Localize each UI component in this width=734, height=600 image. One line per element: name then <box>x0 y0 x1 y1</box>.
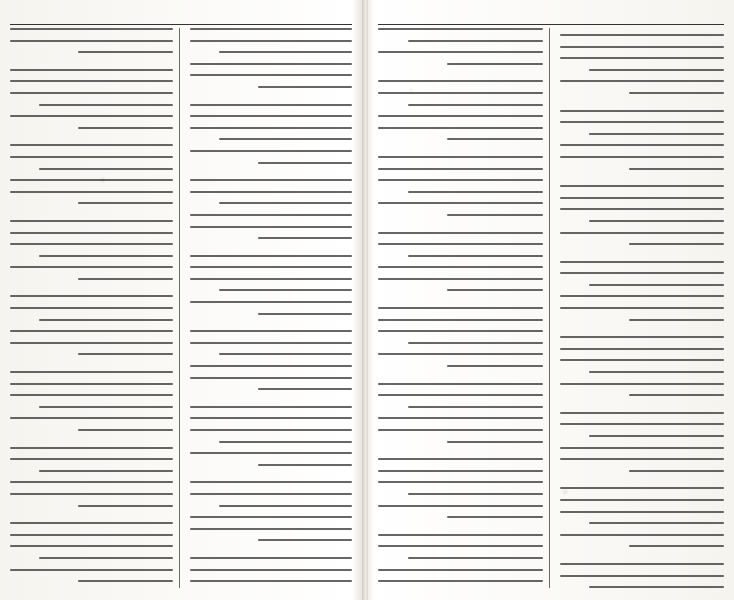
text-line <box>190 278 353 280</box>
text-line <box>39 104 172 106</box>
text-line <box>378 266 543 268</box>
text-line <box>408 557 543 559</box>
left-page-columns <box>10 28 352 588</box>
text-line <box>78 505 172 507</box>
text-line <box>190 214 353 216</box>
text-line <box>378 429 543 431</box>
text-line <box>10 80 173 82</box>
text-line <box>560 110 725 112</box>
text-line <box>560 197 725 199</box>
text-line <box>39 168 172 170</box>
text-line <box>10 144 173 146</box>
text-line <box>190 417 353 419</box>
text-line <box>629 470 724 472</box>
text-line <box>378 51 543 53</box>
text-line <box>258 388 352 390</box>
text-line <box>10 69 173 71</box>
text-line <box>589 586 724 588</box>
text-line <box>190 179 353 181</box>
text-line <box>589 371 724 373</box>
text-line <box>560 423 725 425</box>
text-line <box>10 545 173 547</box>
text-line <box>10 493 173 495</box>
text-line <box>258 237 352 239</box>
text-line <box>10 522 173 524</box>
text-line <box>560 563 725 565</box>
text-line <box>378 569 543 571</box>
text-line <box>589 69 724 71</box>
text-line <box>190 104 353 106</box>
text-line <box>560 487 725 489</box>
text-line <box>10 481 173 483</box>
text-line <box>589 133 724 135</box>
text-line <box>39 255 172 257</box>
text-line <box>10 266 173 268</box>
text-line <box>408 342 543 344</box>
text-line <box>447 214 542 216</box>
text-line <box>10 383 173 385</box>
text-line <box>629 545 724 547</box>
text-line <box>78 127 172 129</box>
text-line <box>258 313 352 315</box>
text-line <box>190 452 353 454</box>
text-line <box>219 289 352 291</box>
text-line <box>10 458 173 460</box>
text-line <box>560 447 725 449</box>
text-line <box>190 255 353 257</box>
text-line <box>219 202 352 204</box>
text-line <box>378 156 543 158</box>
text-line <box>447 138 542 140</box>
text-line <box>190 115 353 117</box>
text-line <box>589 284 724 286</box>
text-line <box>378 330 543 332</box>
text-line <box>219 505 352 507</box>
text-line <box>378 580 543 582</box>
text-line <box>378 202 543 204</box>
right-page <box>368 0 734 600</box>
text-line <box>190 365 353 367</box>
text-line <box>378 127 543 129</box>
text-line <box>560 144 725 146</box>
text-line <box>258 539 352 541</box>
paragraph-gap <box>190 249 353 255</box>
text-line <box>378 179 543 181</box>
right-page-columns <box>378 28 724 588</box>
text-line <box>10 243 173 245</box>
text-line <box>190 406 353 408</box>
text-line <box>560 57 725 59</box>
text-line <box>560 511 725 513</box>
text-line <box>378 383 543 385</box>
text-block <box>378 28 543 588</box>
text-line <box>219 138 352 140</box>
left-page <box>0 0 362 600</box>
text-line <box>408 191 543 193</box>
text-line <box>10 115 173 117</box>
text-line <box>39 319 172 321</box>
text-line <box>378 80 543 82</box>
paragraph-gap <box>378 377 543 383</box>
text-line <box>560 534 725 536</box>
text-line <box>560 295 725 297</box>
text-line <box>560 208 725 210</box>
text-line <box>258 162 352 164</box>
text-line <box>190 493 353 495</box>
text-line <box>560 307 725 309</box>
text-line <box>10 569 173 571</box>
paragraph-gap <box>10 63 173 69</box>
text-line <box>190 429 353 431</box>
text-line <box>378 417 543 419</box>
text-line <box>378 394 543 396</box>
text-line <box>10 220 173 222</box>
text-line <box>408 493 543 495</box>
text-line <box>629 394 724 396</box>
text-line <box>560 383 725 385</box>
text-line <box>78 278 172 280</box>
text-line <box>190 74 353 76</box>
left-page-column-outer <box>190 28 353 588</box>
text-line <box>190 127 353 129</box>
text-line <box>447 516 542 518</box>
text-line <box>589 435 724 437</box>
text-line <box>10 295 173 297</box>
text-line <box>10 156 173 158</box>
text-line <box>560 34 725 36</box>
text-line <box>190 226 353 228</box>
text-line <box>447 441 542 443</box>
text-line <box>378 353 543 355</box>
right-page-column-outer <box>560 28 725 588</box>
text-line <box>219 441 352 443</box>
text-line <box>378 28 543 30</box>
text-line <box>78 51 172 53</box>
text-line <box>378 243 543 245</box>
text-line <box>10 534 173 536</box>
text-line <box>629 168 724 170</box>
text-line <box>629 319 724 321</box>
text-line <box>258 464 352 466</box>
text-line <box>378 232 543 234</box>
text-line <box>560 185 725 187</box>
text-line <box>39 557 172 559</box>
text-line <box>39 406 172 408</box>
text-line <box>408 406 543 408</box>
text-line <box>560 336 725 338</box>
text-line <box>190 191 353 193</box>
text-line <box>10 307 173 309</box>
text-line <box>190 580 353 582</box>
text-line <box>589 220 724 222</box>
left-running-head <box>10 8 352 25</box>
paragraph-gap <box>190 400 353 406</box>
text-line <box>378 319 543 321</box>
text-line <box>447 63 542 65</box>
text-line <box>190 342 353 344</box>
text-line <box>560 232 725 234</box>
text-line <box>258 86 352 88</box>
paragraph-gap <box>560 104 725 110</box>
text-line <box>378 470 543 472</box>
text-line <box>219 51 352 53</box>
paragraph-gap <box>378 528 543 534</box>
paragraph-gap <box>560 255 725 261</box>
text-line <box>190 63 353 65</box>
text-line <box>10 179 173 181</box>
text-line <box>190 266 353 268</box>
text-line <box>190 569 353 571</box>
text-line <box>190 150 353 152</box>
text-line <box>378 545 543 547</box>
text-line <box>190 481 353 483</box>
right-page-column-inner <box>378 28 550 588</box>
text-line <box>10 330 173 332</box>
paragraph-gap <box>190 98 353 104</box>
text-line <box>190 330 353 332</box>
text-line <box>560 458 725 460</box>
text-line <box>190 28 353 30</box>
text-block <box>190 28 353 588</box>
paragraph-gap <box>10 441 173 447</box>
text-line <box>378 481 543 483</box>
text-line <box>190 557 353 559</box>
text-line <box>10 28 173 30</box>
text-line <box>589 522 724 524</box>
text-line <box>560 156 725 158</box>
text-line <box>378 168 543 170</box>
text-line <box>560 499 725 501</box>
text-line <box>78 353 172 355</box>
text-line <box>629 92 724 94</box>
paragraph-gap <box>378 226 543 232</box>
text-line <box>447 289 542 291</box>
text-line <box>378 278 543 280</box>
text-line <box>10 342 173 344</box>
text-line <box>190 528 353 530</box>
text-line <box>10 417 173 419</box>
text-line <box>10 40 173 42</box>
text-line <box>378 307 543 309</box>
text-line <box>560 348 725 350</box>
text-line <box>560 261 725 263</box>
text-line <box>10 371 173 373</box>
text-line <box>78 202 172 204</box>
text-line <box>78 429 172 431</box>
text-line <box>190 377 353 379</box>
text-line <box>378 92 543 94</box>
text-line <box>560 272 725 274</box>
text-line <box>190 40 353 42</box>
text-line <box>10 92 173 94</box>
text-line <box>408 40 543 42</box>
text-line <box>378 505 543 507</box>
text-line <box>408 104 543 106</box>
text-line <box>39 470 172 472</box>
text-line <box>78 580 172 582</box>
text-line <box>408 255 543 257</box>
text-line <box>10 191 173 193</box>
text-line <box>378 458 543 460</box>
text-line <box>560 121 725 123</box>
text-line <box>378 115 543 117</box>
text-line <box>560 80 725 82</box>
text-block <box>560 28 725 588</box>
text-line <box>190 516 353 518</box>
text-block <box>10 28 173 588</box>
text-line <box>560 46 725 48</box>
left-page-column-inner <box>10 28 180 588</box>
text-line <box>219 353 352 355</box>
text-line <box>560 359 725 361</box>
right-running-head <box>378 8 724 25</box>
text-line <box>190 301 353 303</box>
text-line <box>10 447 173 449</box>
text-line <box>447 365 542 367</box>
paragraph-gap <box>560 406 725 412</box>
text-line <box>10 232 173 234</box>
text-line <box>560 412 725 414</box>
text-line <box>560 575 725 577</box>
text-line <box>10 394 173 396</box>
text-line <box>629 243 724 245</box>
text-line <box>378 534 543 536</box>
